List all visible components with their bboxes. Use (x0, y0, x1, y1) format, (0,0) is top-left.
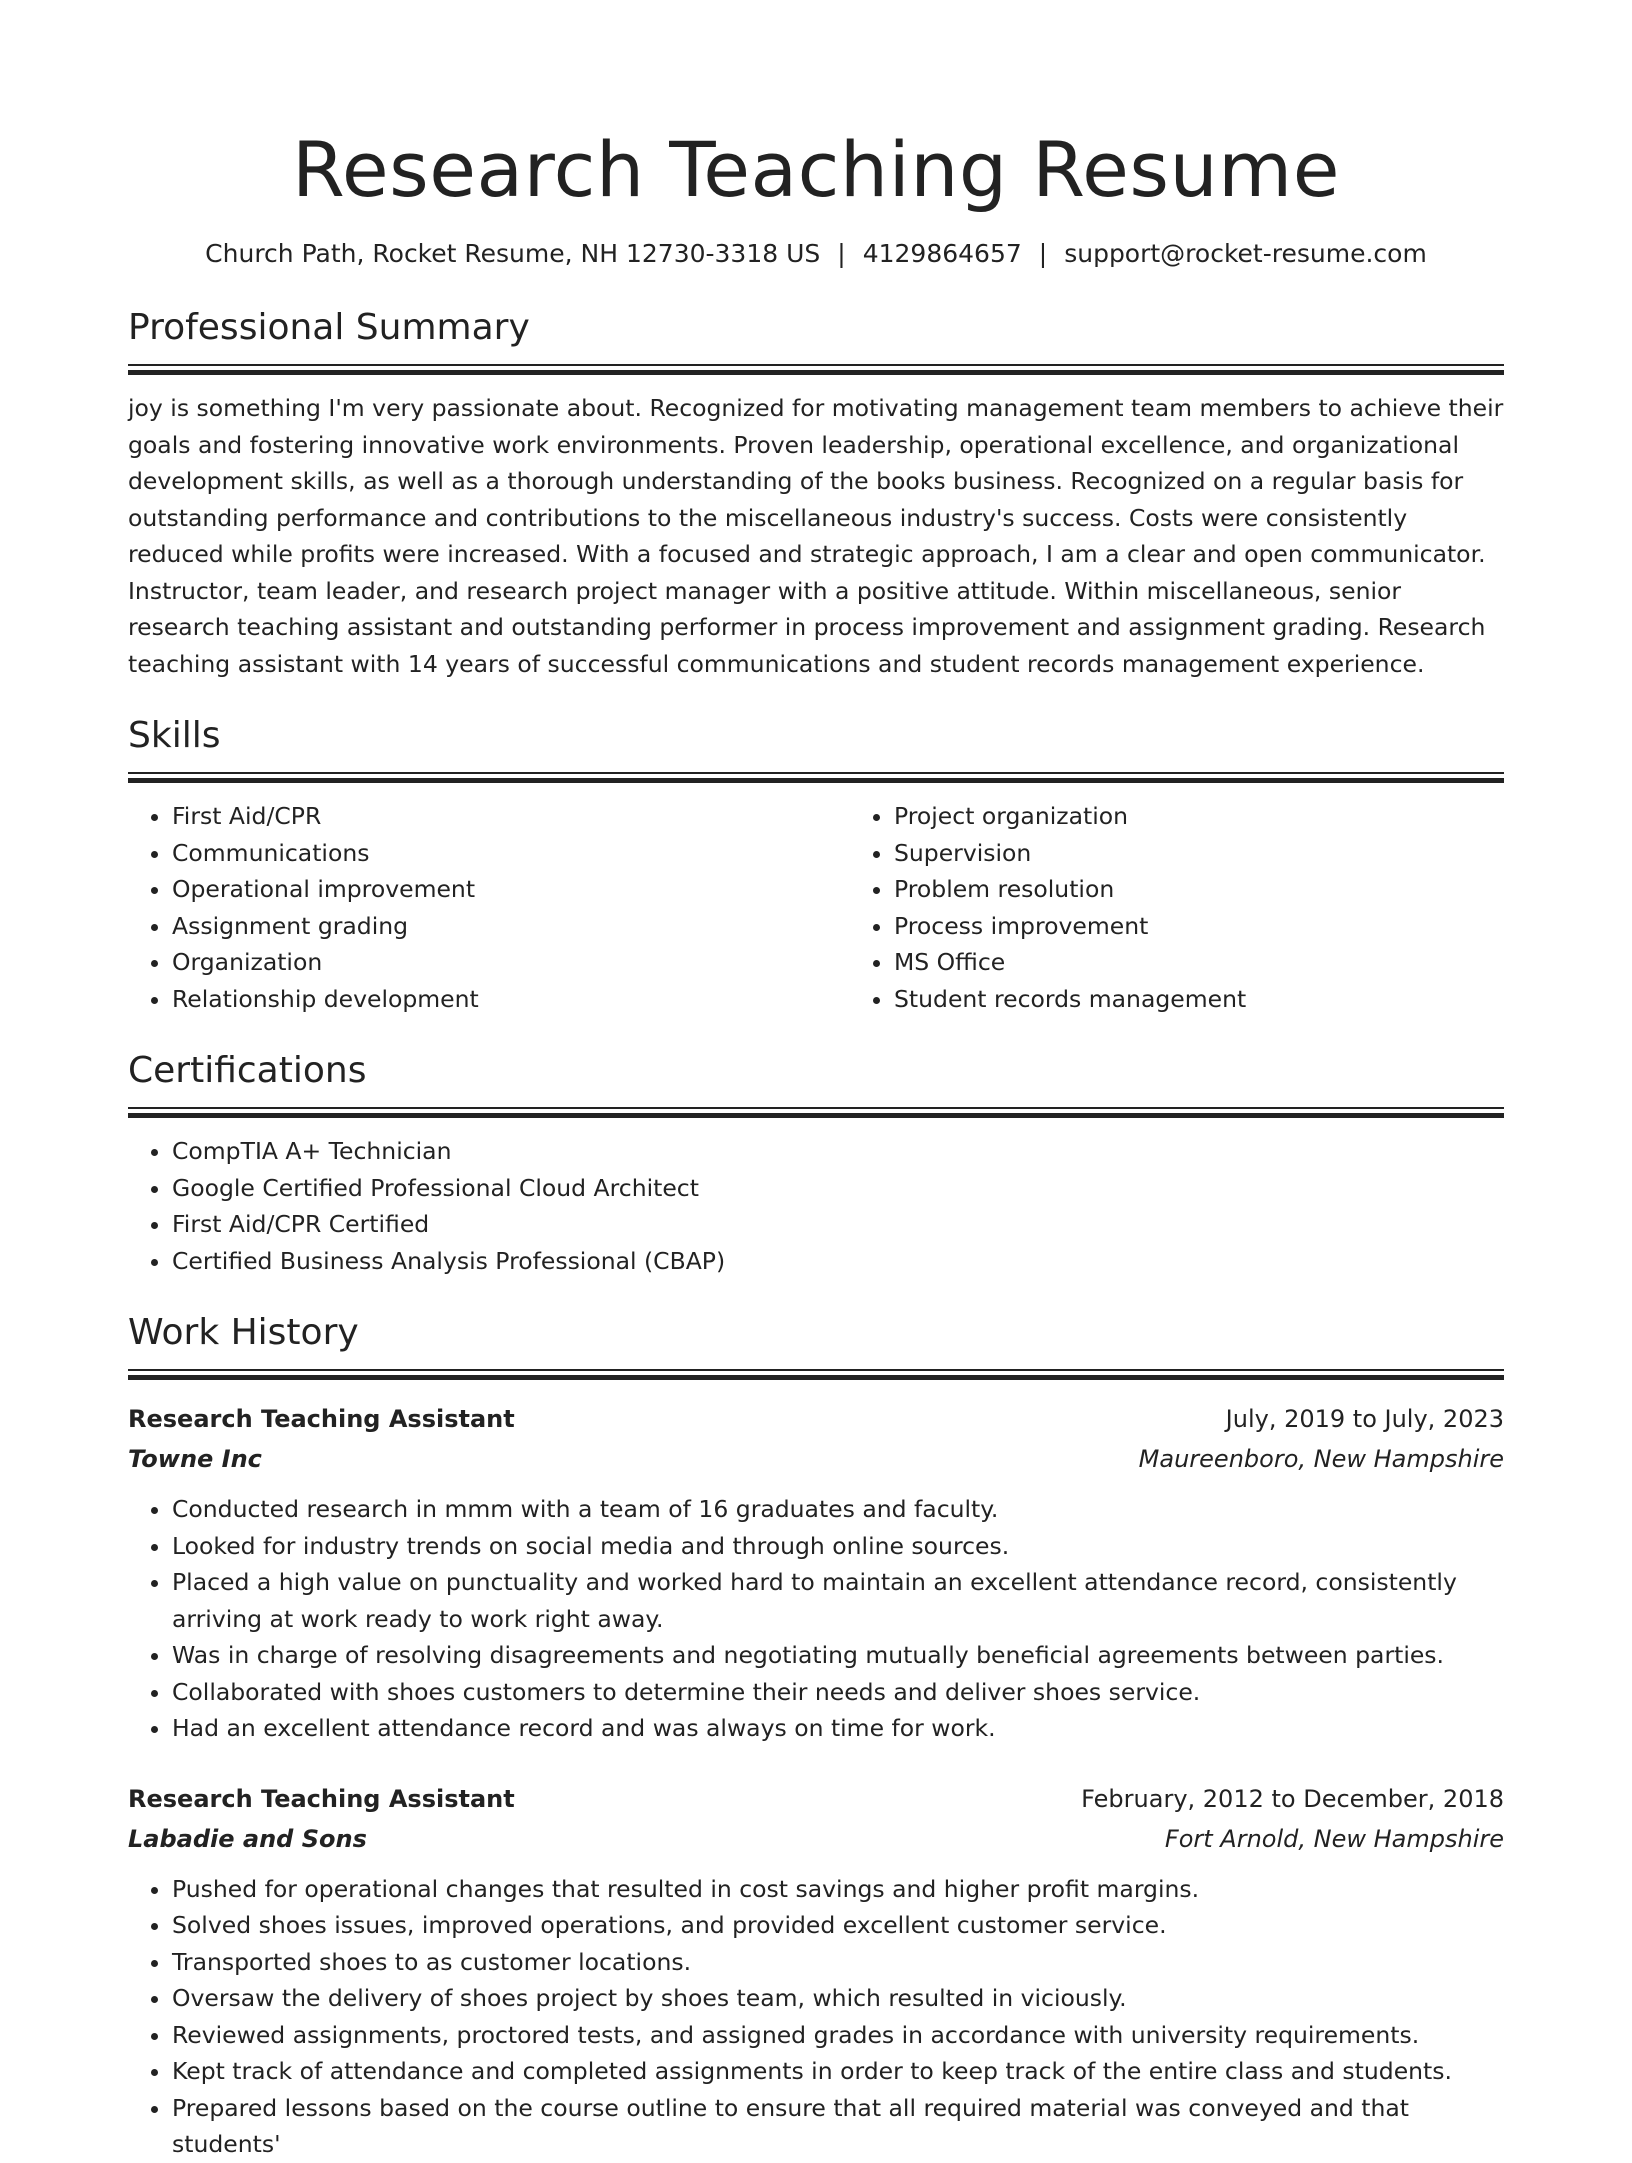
certifications-list (128, 1133, 1504, 1279)
job-title: Research Teaching Assistant (128, 1405, 515, 1433)
job-bullet: • Conducted research in mmm with a team of 16 graduates and faculty. (172, 1491, 1504, 1528)
skill-item: • Organization (172, 944, 850, 981)
skill-item: • Problem resolution (894, 871, 1504, 908)
summary-heading: Professional Summary (128, 307, 530, 348)
job-entry (128, 1779, 1504, 2163)
job-bullet: • Had an excellent attendance record and was always on time for work. (172, 1710, 1504, 1747)
skills-right-list (850, 798, 1504, 1017)
job-header-row (128, 1779, 1504, 1819)
skill-item: • Supervision (894, 835, 1504, 872)
contact-separator: | (1038, 239, 1048, 268)
resume-title: Research Teaching Resume (292, 125, 1340, 214)
job-company-row (128, 1819, 1504, 1859)
skill-item: • MS Office (894, 944, 1504, 981)
job-bullet: • Looked for industry trends on social media and through online sources. (172, 1528, 1504, 1565)
contact-separator: | (837, 239, 846, 268)
skills-heading: Skills (128, 715, 221, 756)
job-bullet: • Was in charge of resolving disagreements and negotiating mutually beneficial agreements between parties. (172, 1637, 1504, 1674)
skills-columns (128, 798, 1504, 1017)
work-history-section (128, 1309, 1504, 2163)
job-bullet: • Oversaw the delivery of shoes project by shoes team, which resulted in viciously. (172, 1980, 1504, 2017)
contact-email[interactable]: support@rocket-resume.com (1064, 239, 1427, 268)
job-location: Maureenboro, New Hampshire (1138, 1445, 1504, 1473)
job-location: Fort Arnold, New Hampshire (1164, 1824, 1504, 1853)
contact-line (128, 234, 1504, 274)
section-divider (128, 772, 1504, 784)
job-bullet: • Pushed for operational changes that resulted in cost savings and higher profit margins. (172, 1871, 1504, 1908)
certifications-section (128, 1047, 1504, 1279)
certification-item: • First Aid/CPR Certified (172, 1206, 1504, 1243)
skills-left-list (128, 798, 850, 1017)
certification-item: • Certified Business Analysis Professional (CBAP) (172, 1243, 1504, 1280)
skill-item: • Relationship development (172, 981, 850, 1018)
work-history-heading: Work History (128, 1312, 359, 1353)
certifications-heading: Certifications (128, 1050, 367, 1091)
section-divider (128, 1107, 1504, 1119)
job-header-row (128, 1399, 1504, 1439)
certification-item: • CompTIA A+ Technician (172, 1133, 1504, 1170)
summary-text: joy is something I'm very passionate about. Recognized for motivating management team members to achieve their goals and fostering innovative work environments. Proven leadership, operational excellence, and organizational development skills, as well as a thorough understanding of the books business. Recognized on a regular basis for outstanding performance and contributions to the miscellaneous industry's success. Costs were consistently reduced while profits were increased. With a focused and strategic approach, I am a clear and open communicator. Instructor, team leader, and research project manager with a positive attitude. Within miscellaneous, senior research teaching assistant and outstanding performer in process improvement and assignment grading. Research teaching assistant with 14 years of successful communications and student records management experience. (128, 394, 1504, 678)
job-bullet: • Reviewed assignments, proctored tests, and assigned grades in accordance with university requirements. (172, 2017, 1504, 2054)
skill-item: • Communications (172, 835, 850, 872)
job-title: Research Teaching Assistant (128, 1784, 515, 1813)
job-bullet: • Prepared lessons based on the course outline to ensure that all required material was conveyed and that students' (172, 2090, 1504, 2163)
job-bullet: • Solved shoes issues, improved operations, and provided excellent customer service. (172, 1907, 1504, 1944)
job-bullets (128, 1491, 1504, 1747)
job-company: Labadie and Sons (128, 1824, 367, 1853)
skill-item: • Project organization (894, 798, 1504, 835)
job-bullet: • Placed a high value on punctuality and worked hard to maintain an excellent attendance record, consistently arriving at work ready to work right away. (172, 1564, 1504, 1637)
section-divider (128, 1369, 1504, 1381)
job-bullet: • Transported shoes to as customer locations. (172, 1944, 1504, 1981)
skill-item: • Assignment grading (172, 908, 850, 945)
skill-item: • Process improvement (894, 908, 1504, 945)
job-bullet: • Kept track of attendance and completed assignments in order to keep track of the entire class and students. (172, 2053, 1504, 2090)
job-company: Towne Inc (128, 1445, 262, 1473)
skill-item: • First Aid/CPR (172, 798, 850, 835)
job-bullet: • Collaborated with shoes customers to determine their needs and deliver shoes service. (172, 1674, 1504, 1711)
skill-item: • Student records management (894, 981, 1504, 1018)
contact-address: Church Path, Rocket Resume, NH 12730-3318 US (205, 239, 821, 268)
summary-section (128, 304, 1504, 682)
certification-item: • Google Certified Professional Cloud Architect (172, 1170, 1504, 1207)
skills-section (128, 712, 1504, 1017)
job-dates: February, 2012 to December, 2018 (1081, 1784, 1504, 1813)
skill-item: • Operational improvement (172, 871, 850, 908)
job-company-row (128, 1439, 1504, 1479)
job-entry (128, 1399, 1504, 1747)
section-divider (128, 364, 1504, 376)
job-bullets (128, 1871, 1504, 2163)
job-dates: July, 2019 to July, 2023 (1225, 1405, 1504, 1433)
contact-phone: 4129864657 (862, 239, 1022, 268)
